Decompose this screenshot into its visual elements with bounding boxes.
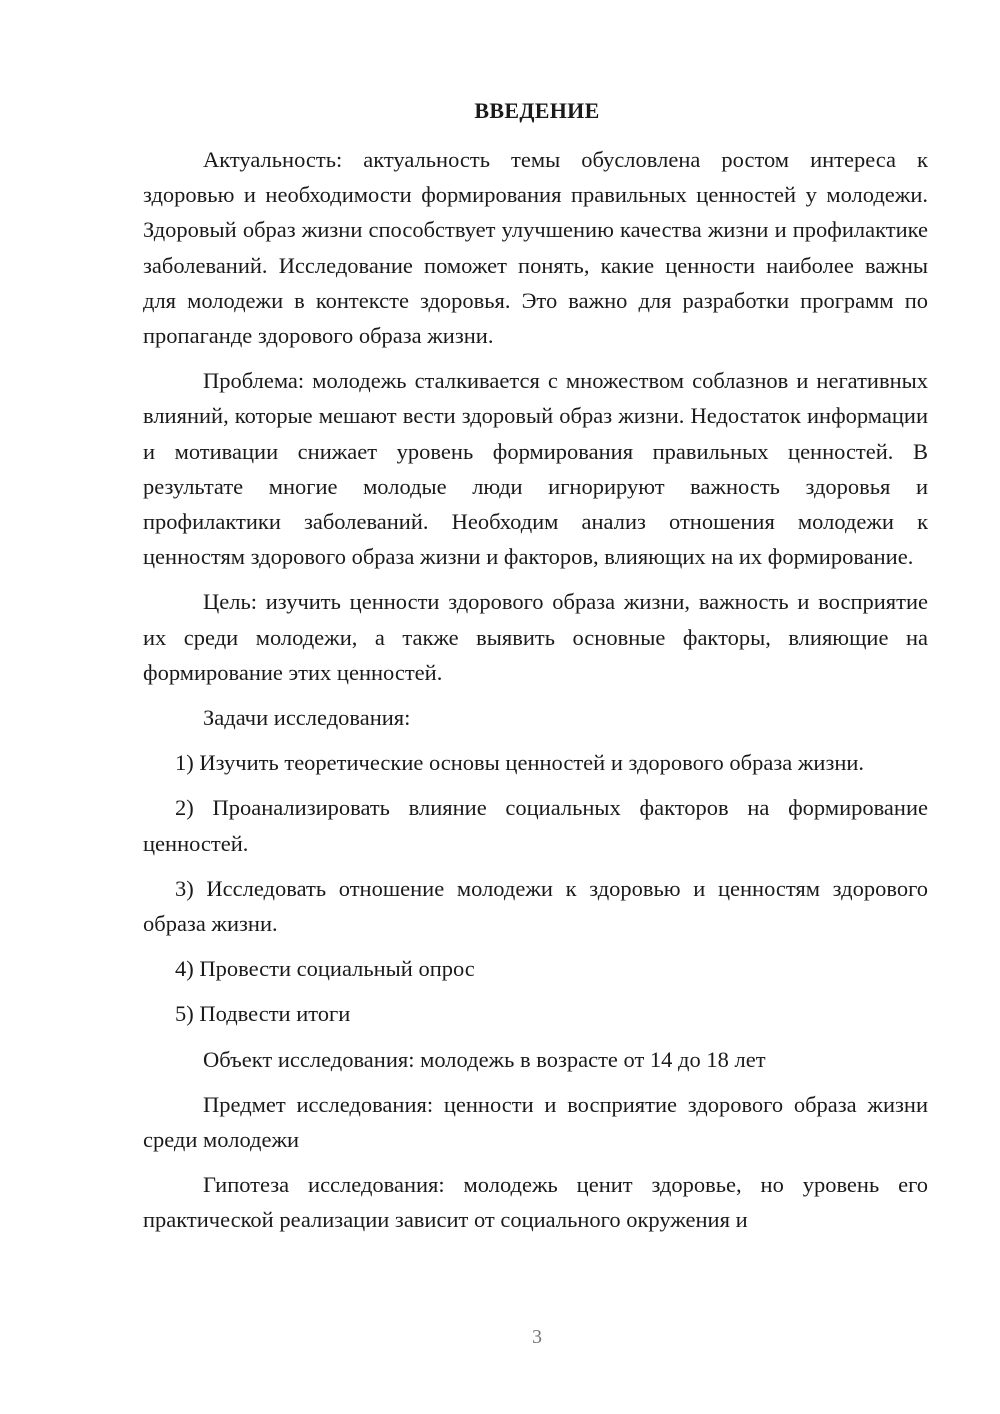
document-body: [143, 142, 928, 1248]
task-item-3: 3) Исследовать отношение молодежи к здоровью и ценностям здорового образа жизни.: [143, 875, 928, 937]
task-item-2: 2) Проанализировать влияние социальных факторов на формирование ценностей.: [143, 795, 928, 856]
paragraph-tasks-heading: Задачи исследования:: [203, 705, 411, 731]
task-item-1: 1) Изучить теоретические основы ценностей и здорового образа жизни.: [175, 750, 865, 776]
section-heading: ВВЕДЕНИЕ: [474, 98, 600, 123]
task-item-4: 4) Провести социальный опрос: [175, 956, 475, 982]
paragraph-problem: Проблема: молодежь сталкивается с множеством соблазнов и негативных влияний, которые мешают вести здоровый образ жизни. Недостаток информации и мотивации снижает уровень формирования правильных ценностей. В результате многие молодые люди игнорируют важность здоровья и профилактики заболеваний. Необходим анализ отношения молодежи к ценностям здорового образа жизни и факторов, влияющих на их формирование.: [143, 368, 928, 570]
page-number: 3: [532, 1326, 542, 1348]
paragraph-goal: Цель: изучить ценности здорового образа жизни, важность и восприятие их среди молодежи, а также выявить основные факторы, влияющие на формирование этих ценностей.: [143, 589, 928, 685]
task-item-5: 5) Подвести итоги: [175, 1001, 351, 1027]
paragraph-hypothesis: Гипотеза исследования: молодежь ценит здоровье, но уровень его практической реализации зависит от социального окружения и: [143, 1172, 928, 1233]
paragraph-subject: Предмет исследования: ценности и восприятие здорового образа жизни среди молодежи: [143, 1091, 928, 1153]
paragraph-relevance: Актуальность: актуальность темы обусловлена ростом интереса к здоровью и необходимости формирования правильных ценностей у молодежи. Здоровый образ жизни способствует улучшению качества жизни и профилактике заболеваний. Исследование поможет понять, какие ценности наиболее важны для молодежи в контексте здоровья. Это важно для разработки программ по пропаганде здорового образа жизни.: [143, 147, 928, 349]
paragraph-object: Объект исследования: молодежь в возрасте от 14 до 18 лет: [203, 1046, 766, 1072]
